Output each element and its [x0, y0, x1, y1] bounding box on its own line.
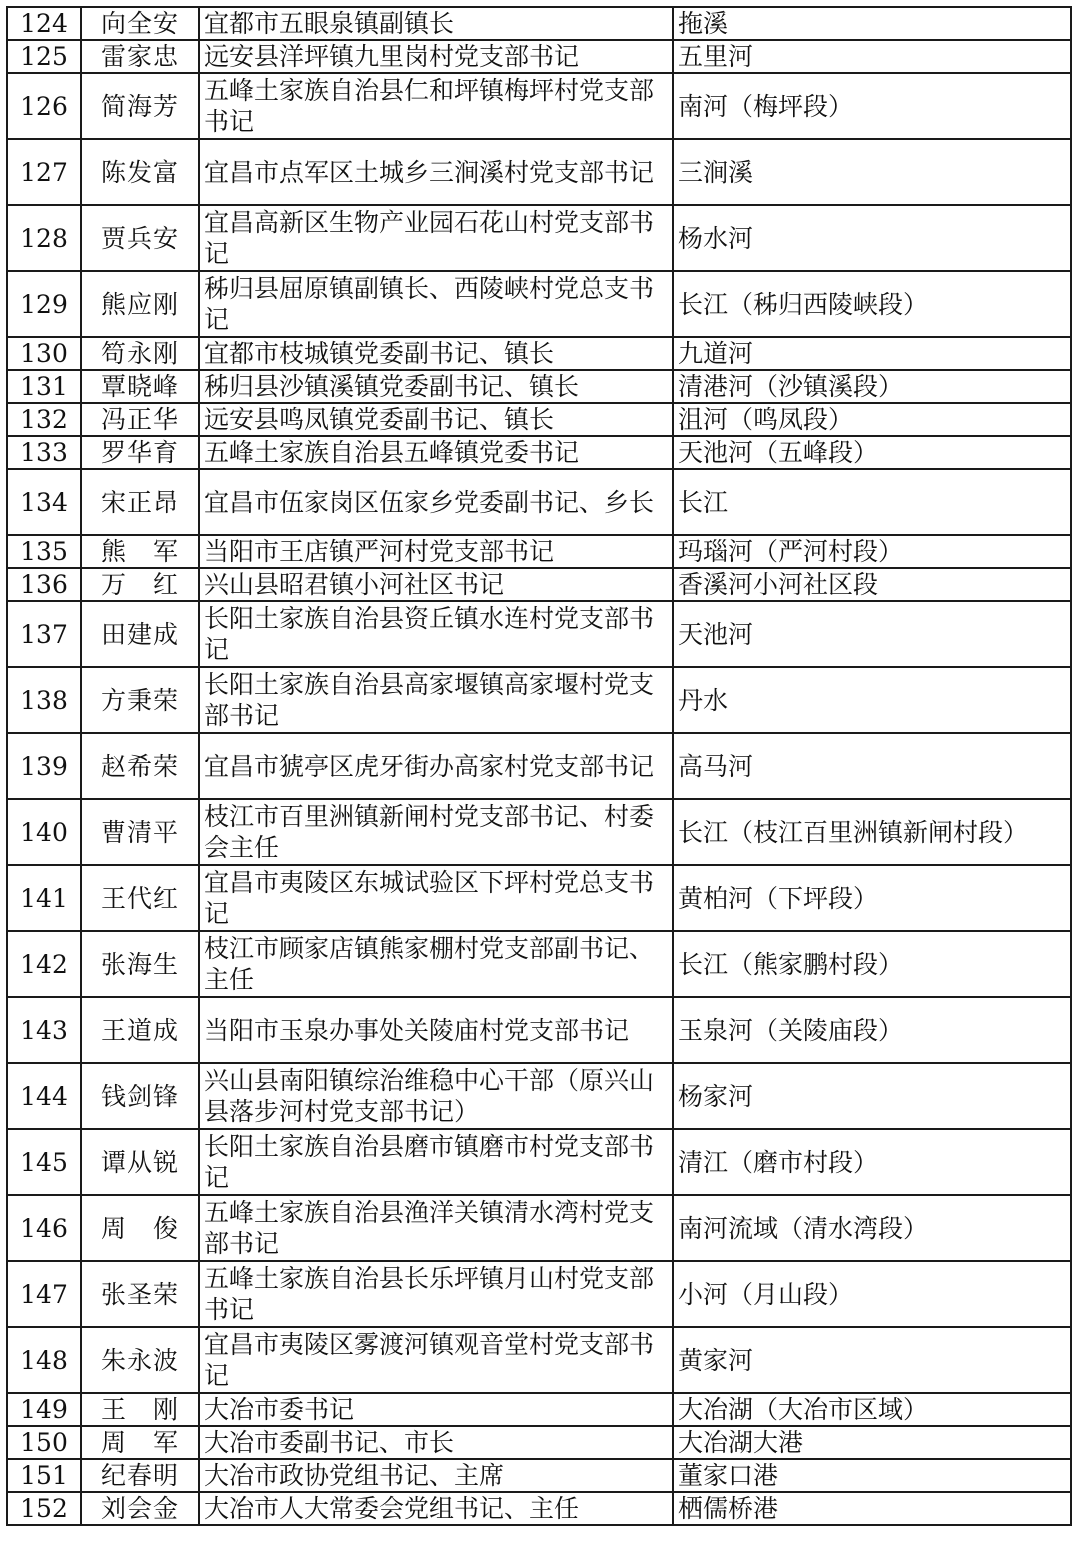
row-number-cell: 127 [7, 139, 81, 205]
position-cell: 大冶市委书记 [199, 1393, 673, 1426]
river-cell: 三涧溪 [673, 139, 1071, 205]
river-cell: 长江（枝江百里洲镇新闸村段） [673, 799, 1071, 865]
name-cell: 方秉荣 [81, 667, 199, 733]
table-row [7, 271, 1071, 337]
name-cell: 谭从锐 [81, 1129, 199, 1195]
river-cell: 天池河 [673, 601, 1071, 667]
position-cell: 宜都市枝城镇党委副书记、镇长 [199, 337, 673, 370]
river-cell: 天池河（五峰段） [673, 436, 1071, 469]
position-cell: 远安县洋坪镇九里岗村党支部书记 [199, 40, 673, 73]
river-cell: 杨家河 [673, 1063, 1071, 1129]
position-cell: 枝江市顾家店镇熊家棚村党支部副书记、主任 [199, 931, 673, 997]
river-cell: 南河流域（清水湾段） [673, 1195, 1071, 1261]
river-cell: 玉泉河（关陵庙段） [673, 997, 1071, 1063]
row-number-cell: 133 [7, 436, 81, 469]
position-cell: 五峰土家族自治县长乐坪镇月山村党支部书记 [199, 1261, 673, 1327]
river-cell: 长江（秭归西陵峡段） [673, 271, 1071, 337]
name-cell: 王代红 [81, 865, 199, 931]
name-cell: 刘会金 [81, 1492, 199, 1525]
table-row [7, 1063, 1071, 1129]
table-row [7, 1492, 1071, 1525]
table-row [7, 601, 1071, 667]
river-cell: 九道河 [673, 337, 1071, 370]
name-cell: 万 红 [81, 568, 199, 601]
table-row [7, 1393, 1071, 1426]
name-cell: 贾兵安 [81, 205, 199, 271]
position-cell: 长阳土家族自治县磨市镇磨市村党支部书记 [199, 1129, 673, 1195]
name-cell: 王 刚 [81, 1393, 199, 1426]
row-number-cell: 137 [7, 601, 81, 667]
table-row [7, 1327, 1071, 1393]
name-cell: 曹清平 [81, 799, 199, 865]
river-cell: 高马河 [673, 733, 1071, 799]
row-number-cell: 134 [7, 469, 81, 535]
river-cell: 长江 [673, 469, 1071, 535]
row-number-cell: 139 [7, 733, 81, 799]
name-cell: 田建成 [81, 601, 199, 667]
table-row [7, 667, 1071, 733]
row-number-cell: 128 [7, 205, 81, 271]
position-cell: 远安县鸣凤镇党委副书记、镇长 [199, 403, 673, 436]
name-cell: 周 军 [81, 1426, 199, 1459]
row-number-cell: 152 [7, 1492, 81, 1525]
table-row [7, 733, 1071, 799]
river-cell: 南河（梅坪段） [673, 73, 1071, 139]
table-row [7, 568, 1071, 601]
river-cell: 清江（磨市村段） [673, 1129, 1071, 1195]
river-cell: 玛瑙河（严河村段） [673, 535, 1071, 568]
river-cell: 黄家河 [673, 1327, 1071, 1393]
row-number-cell: 131 [7, 370, 81, 403]
position-cell: 宜昌市点军区土城乡三涧溪村党支部书记 [199, 139, 673, 205]
river-cell: 长江（熊家鹏村段） [673, 931, 1071, 997]
river-cell: 董家口港 [673, 1459, 1071, 1492]
river-cell: 拖溪 [673, 7, 1071, 40]
table-row [7, 403, 1071, 436]
row-number-cell: 129 [7, 271, 81, 337]
position-cell: 宜都市五眼泉镇副镇长 [199, 7, 673, 40]
row-number-cell: 132 [7, 403, 81, 436]
row-number-cell: 130 [7, 337, 81, 370]
table-row [7, 1261, 1071, 1327]
row-number-cell: 148 [7, 1327, 81, 1393]
position-cell: 大冶市政协党组书记、主席 [199, 1459, 673, 1492]
name-cell: 冯正华 [81, 403, 199, 436]
table-row [7, 370, 1071, 403]
row-number-cell: 138 [7, 667, 81, 733]
name-cell: 张圣荣 [81, 1261, 199, 1327]
table-row [7, 40, 1071, 73]
table-row [7, 73, 1071, 139]
row-number-cell: 143 [7, 997, 81, 1063]
river-cell: 香溪河小河社区段 [673, 568, 1071, 601]
table-body [7, 7, 1071, 1525]
table-row [7, 139, 1071, 205]
name-cell: 纪春明 [81, 1459, 199, 1492]
name-cell: 钱剑锋 [81, 1063, 199, 1129]
table-row [7, 535, 1071, 568]
position-cell: 宜昌市伍家岗区伍家乡党委副书记、乡长 [199, 469, 673, 535]
river-cell: 清港河（沙镇溪段） [673, 370, 1071, 403]
name-cell: 向全安 [81, 7, 199, 40]
river-cell: 小河（月山段） [673, 1261, 1071, 1327]
river-chief-table [6, 6, 1072, 1526]
name-cell: 周 俊 [81, 1195, 199, 1261]
position-cell: 宜昌市夷陵区雾渡河镇观音堂村党支部书记 [199, 1327, 673, 1393]
table-row [7, 1459, 1071, 1492]
table-row [7, 1426, 1071, 1459]
table-row [7, 7, 1071, 40]
row-number-cell: 136 [7, 568, 81, 601]
name-cell: 宋正昂 [81, 469, 199, 535]
name-cell: 赵希荣 [81, 733, 199, 799]
river-cell: 大冶湖大港 [673, 1426, 1071, 1459]
row-number-cell: 140 [7, 799, 81, 865]
name-cell: 罗华育 [81, 436, 199, 469]
position-cell: 长阳土家族自治县资丘镇水连村党支部书记 [199, 601, 673, 667]
position-cell: 长阳土家族自治县高家堰镇高家堰村党支部书记 [199, 667, 673, 733]
row-number-cell: 124 [7, 7, 81, 40]
river-cell: 栖儒桥港 [673, 1492, 1071, 1525]
position-cell: 枝江市百里洲镇新闸村党支部书记、村委会主任 [199, 799, 673, 865]
position-cell: 秭归县屈原镇副镇长、西陵峡村党总支书记 [199, 271, 673, 337]
position-cell: 兴山县南阳镇综治维稳中心干部（原兴山县落步河村党支部书记） [199, 1063, 673, 1129]
row-number-cell: 144 [7, 1063, 81, 1129]
row-number-cell: 150 [7, 1426, 81, 1459]
position-cell: 兴山县昭君镇小河社区书记 [199, 568, 673, 601]
table-row [7, 436, 1071, 469]
table-row [7, 337, 1071, 370]
table-row [7, 469, 1071, 535]
table-row [7, 997, 1071, 1063]
row-number-cell: 147 [7, 1261, 81, 1327]
river-cell: 杨水河 [673, 205, 1071, 271]
name-cell: 张海生 [81, 931, 199, 997]
river-cell: 大冶湖（大冶市区域） [673, 1393, 1071, 1426]
position-cell: 当阳市玉泉办事处关陵庙村党支部书记 [199, 997, 673, 1063]
position-cell: 五峰土家族自治县渔洋关镇清水湾村党支部书记 [199, 1195, 673, 1261]
row-number-cell: 145 [7, 1129, 81, 1195]
table-row [7, 1195, 1071, 1261]
position-cell: 五峰土家族自治县五峰镇党委书记 [199, 436, 673, 469]
name-cell: 朱永波 [81, 1327, 199, 1393]
table-row [7, 865, 1071, 931]
position-cell: 宜昌市猇亭区虎牙街办高家村党支部书记 [199, 733, 673, 799]
name-cell: 覃晓峰 [81, 370, 199, 403]
river-cell: 沮河（鸣凤段） [673, 403, 1071, 436]
position-cell: 宜昌市夷陵区东城试验区下坪村党总支书记 [199, 865, 673, 931]
row-number-cell: 149 [7, 1393, 81, 1426]
position-cell: 大冶市人大常委会党组书记、主任 [199, 1492, 673, 1525]
river-cell: 黄柏河（下坪段） [673, 865, 1071, 931]
position-cell: 宜昌高新区生物产业园石花山村党支部书记 [199, 205, 673, 271]
river-cell: 五里河 [673, 40, 1071, 73]
row-number-cell: 135 [7, 535, 81, 568]
name-cell: 简海芳 [81, 73, 199, 139]
name-cell: 陈发富 [81, 139, 199, 205]
table-row [7, 799, 1071, 865]
row-number-cell: 126 [7, 73, 81, 139]
table-row [7, 205, 1071, 271]
river-cell: 丹水 [673, 667, 1071, 733]
position-cell: 当阳市王店镇严河村党支部书记 [199, 535, 673, 568]
table-row [7, 931, 1071, 997]
row-number-cell: 142 [7, 931, 81, 997]
table-row [7, 1129, 1071, 1195]
name-cell: 熊 军 [81, 535, 199, 568]
name-cell: 熊应刚 [81, 271, 199, 337]
row-number-cell: 146 [7, 1195, 81, 1261]
position-cell: 大冶市委副书记、市长 [199, 1426, 673, 1459]
name-cell: 笱永刚 [81, 337, 199, 370]
position-cell: 秭归县沙镇溪镇党委副书记、镇长 [199, 370, 673, 403]
name-cell: 王道成 [81, 997, 199, 1063]
row-number-cell: 151 [7, 1459, 81, 1492]
position-cell: 五峰土家族自治县仁和坪镇梅坪村党支部书记 [199, 73, 673, 139]
row-number-cell: 125 [7, 40, 81, 73]
row-number-cell: 141 [7, 865, 81, 931]
name-cell: 雷家忠 [81, 40, 199, 73]
